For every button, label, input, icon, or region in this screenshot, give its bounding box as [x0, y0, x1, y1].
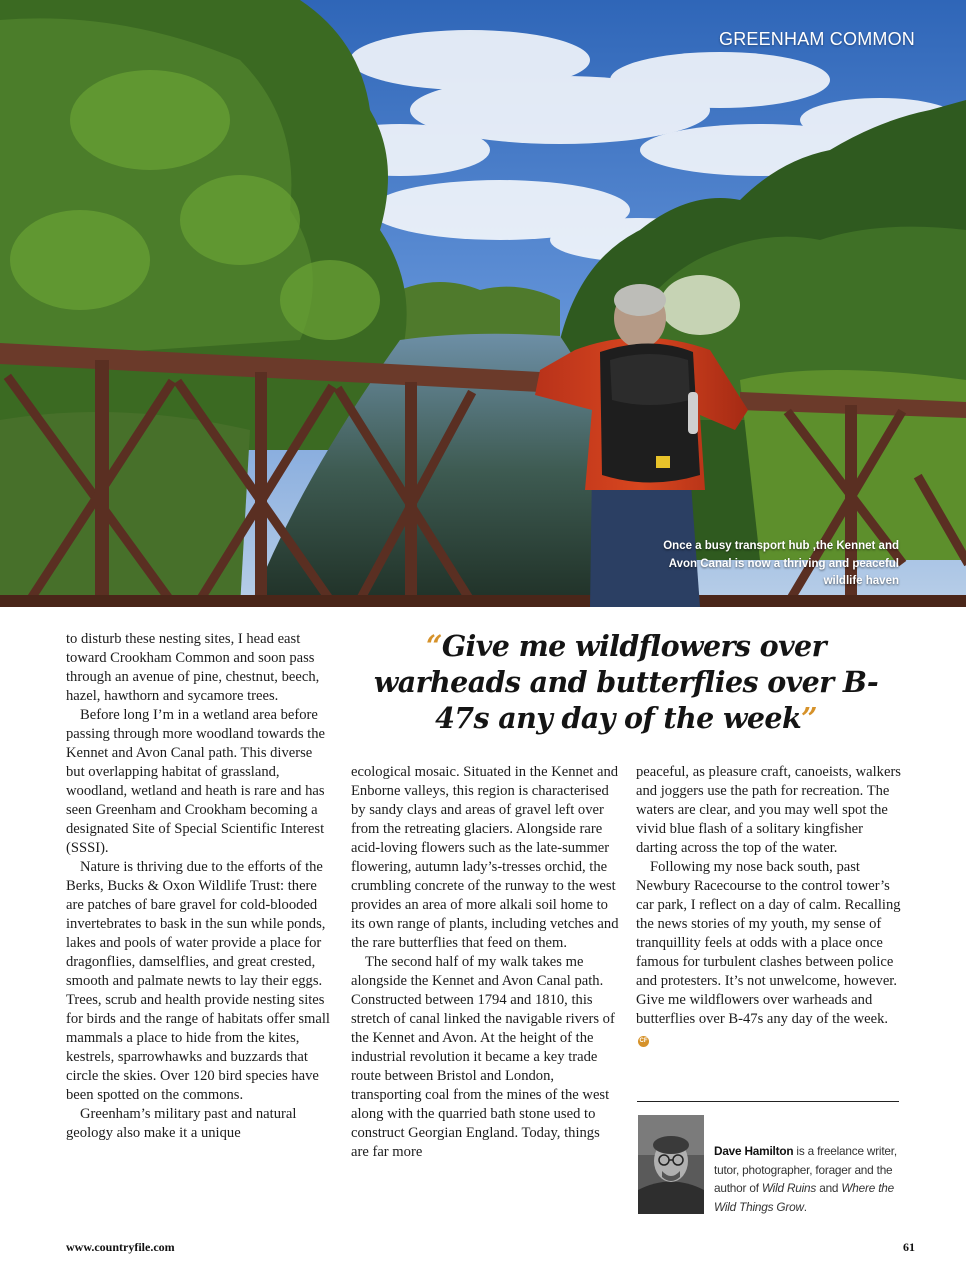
- page-number: 61: [903, 1240, 915, 1254]
- author-bio-text: and: [816, 1181, 842, 1195]
- author-divider: [637, 1101, 899, 1102]
- paragraph: to disturb these nesting sites, I head east toward Crookham Common and soon pass through an avenue of pine, chestnut, beech, hazel, hawthorn and sycamore trees.: [66, 631, 320, 704]
- book-title: Where the Wild Things Grow: [714, 1181, 894, 1214]
- pull-quote-text: Give me wildflowers over warheads and butterflies over B-47s any day of the week: [373, 629, 879, 735]
- paragraph: The second half of my walk takes me alongside the Kennet and Avon Canal path. Constructed between 1794 and 1810, this stretch of canal linked the navigable rivers of the Kennet and Avon. At the height of the industrial revolution it became a key trade route between Bristol and London, transporting coal from the mines of the west along with the quarried bath stone used to construct Georgian England. Today, things are far more: [351, 954, 615, 1160]
- author-portrait-image: [638, 1115, 704, 1214]
- hero-photo: [0, 0, 966, 607]
- countryfile-end-mark-icon: CF: [638, 1036, 649, 1047]
- paragraph: Nature is thriving due to the efforts of the Berks, Bucks & Oxon Wildlife Trust: there are patches of bare gravel for cold-blooded invertebrates to bask in the sun while ponds, lakes and pools of water provide a place for dragonflies, damselflies, and great crested, smooth and palmate newts to lay their eggs. Trees, scrub and health provide nesting sites for birds and the range of habitats offer small mammals a place to hide from the kites, kestrels, sparrowhawks and buzzards that circle the skies. Over 120 bird species have been spotted on the commons.: [66, 859, 330, 1103]
- section-tag: GREENHAM COMMON: [719, 29, 915, 49]
- close-quote-mark: ”: [801, 701, 817, 735]
- author-name: Dave Hamilton: [714, 1144, 794, 1158]
- author-photo: [638, 1115, 704, 1214]
- paragraph: ecological mosaic. Situated in the Kennet and Enborne valleys, this region is characterised by sandy clays and areas of gravel left over from the retreating glaciers. Alongside rare acid-loving flowers such as the late-summer flowering, autumn lady’s-tresses orchid, the crumbling concrete of the runway to the west provides an area of more alkali soil home to its own range of plants, including vetches and the rare butterflies that feed on them.: [351, 764, 619, 951]
- pull-quote: [352, 628, 900, 736]
- paragraph-final: [636, 858, 902, 1048]
- canal-bridge-illustration: [0, 0, 966, 607]
- author-bio: [714, 1142, 902, 1216]
- footer-website: www.countryfile.com: [66, 1240, 175, 1254]
- paragraph: Before long I’m in a wetland area before passing through more woodland towards the Kennet and Avon Canal path. This diverse but overlapping habitat of grassland, woodland, wetland and heath is rare and has seen Greenham and Crookham becoming a designated Site of Special Scientific Interest (SSSI).: [66, 707, 325, 856]
- paragraph: Greenham’s military past and natural geology also make it a unique: [66, 1106, 297, 1141]
- photo-caption: Once a busy transport hub ,the Kennet and Avon Canal is now a thriving and peaceful wildlife haven: [663, 540, 899, 587]
- body-column-3: [636, 763, 902, 1048]
- body-column-2: [351, 763, 619, 1162]
- book-title: Wild Ruins: [761, 1181, 817, 1195]
- open-quote-mark: “: [426, 629, 442, 663]
- author-bio-text: .: [803, 1199, 807, 1214]
- paragraph: peaceful, as pleasure craft, canoeists, walkers and joggers use the path for recreation. The waters are clear, and you may well spot the vivid blue flash of a solitary kingfisher darting across the top of the water.: [636, 764, 901, 856]
- body-column-1: [66, 630, 334, 1143]
- paragraph-text: Following my nose back south, past Newbury Racecourse to the control tower’s car park, I reflect on a day of calm. Recalling the news stories of my youth, my sense of tranquillity feels at odds with a place once famous for turbulent clashes between police and protesters. It’s not unwelcome, however. Give me wildflowers over warheads and butterflies over B-47s any day of the week.: [636, 859, 901, 1027]
- author-bio-text: is a freelance writer, tutor, photographer, forager and the author of: [714, 1144, 897, 1195]
